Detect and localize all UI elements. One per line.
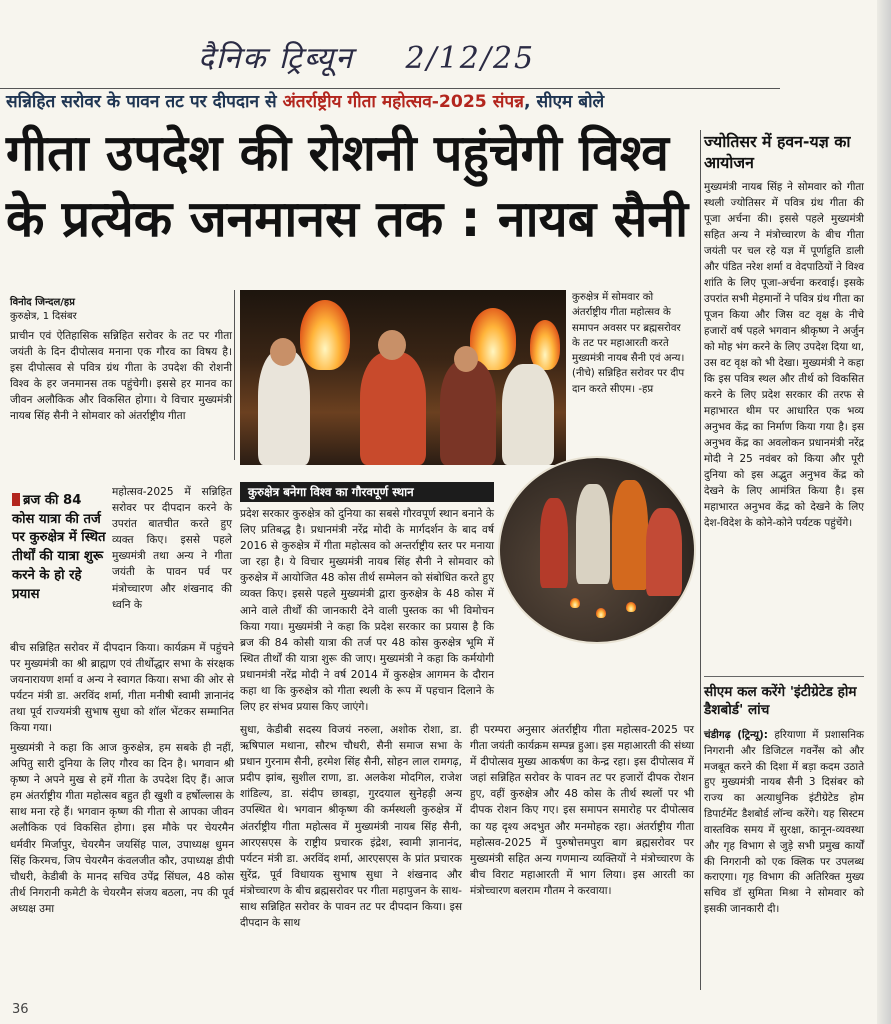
pullquote-marker [12, 493, 20, 506]
aarti-photo [240, 290, 566, 465]
byline [10, 296, 230, 323]
diya-shape [596, 608, 606, 618]
continued-paragraph: बीच सन्निहित सरोवर में दीपदान किया। कार्यक्रम में पहुंचने पर मुख्यमंत्री का श्री ब्राह्मण एवं तीर्थोद्धार सभा के संरक्षक जयनारायण शर्मा व अन्य ने स्वागत किया। सभा की ओर से पर्यटन मंत्री डा. अरविंद शर्मा, गीता मनीषी स्वामी ज्ञानानंद तथा पूर्व राज्यमंत्री सुभाष सुधा को शॉल भेंटकर सम्मानित किया गया। [10, 642, 234, 735]
kicker-line [6, 90, 772, 120]
column-1-bottom: मुख्यमंत्री ने कहा कि आज कुरुक्षेत्र, हम सबके ही नहीं, अपितु सारी दुनिया के लिए गौरव का दिन है। भगवान श्री कृष्ण ने अपने मुख से हमें गीता के उपदेश दिए हैं। आज हम अंतर्राष्ट्रीय गीता महोत्सव बहुत ही खुशी व हर्षोल्लास के साथ मना रहे हैं। भगवान कृष्ण की गीता से आपका जीवन अलौकिक एवं विकसित होगा। इस मौके पर चेयरमैन धर्मवीर मिर्जापुर, चेयरमैन जयसिंह पाल, उपाध्यक्ष धुमन सिंह किरमच, जिप चेयरमैन कंवलजीत कौर, उपाध्यक्ष डीपी चौधरी, केडीबी के मानद सचिव उपेंद्र सिंघल, 48 कोस तीर्थ निगरानी कमेटी के चेयरमैन संजय बठला, नप की पूर्व अध्यक्ष उमा [10, 742, 234, 915]
side-story-2-dateline: चंडीगढ़ (ट्रिन्यू): [704, 729, 768, 741]
headline [6, 124, 706, 256]
person-shape [360, 352, 426, 465]
kicker-prefix: सन्निहित सरोवर के पावन तट पर दीपदान से [6, 92, 283, 112]
byline-place: कुरुक्षेत्र, 1 दिसंबर [10, 310, 77, 322]
paper-edge [877, 0, 891, 1024]
diya-shape [570, 598, 580, 608]
handwritten-date: 2/12/25 [405, 41, 536, 76]
column-rule [234, 290, 235, 460]
column-rule-right [700, 130, 701, 990]
side-story-2-text [704, 728, 864, 918]
person-shape [646, 508, 682, 596]
diya-shape [626, 602, 636, 612]
person-shape [540, 498, 568, 588]
deepdaan-photo [498, 456, 696, 644]
page-mark: 36 [12, 1002, 29, 1017]
person-shape [502, 364, 554, 465]
newspaper-name: दैनिक ट्रिब्यून [198, 41, 354, 76]
subheading: कुरुक्षेत्र बनेगा विश्व का गौरवपूर्ण स्थान [240, 482, 494, 502]
lead-paragraph: प्राचीन एवं ऐतिहासिक सन्निहित सरोवर के तट पर गीता जयंती के दिन दीपोत्सव मनाना एक गौरव का विषय है। इस दीपोत्सव से पवित्र ग्रंथ गीता के उपदेश की रोशनी विश्व के हर जनमानस तक पहुंचेगी। इससे हर मानव का जीवन अलौकिक और विकसित होगा। ये विचार मुख्यमंत्री नायब सिंह सैनी ने सोमवार को अंतर्राष्ट्रीय गीता [10, 330, 232, 423]
head-shape [270, 338, 296, 366]
side-story-1-text: मुख्यमंत्री नायब सिंह ने सोमवार को गीता स्थली ज्योतिसर में पवित्र ग्रंथ गीता की पूजा अर्चना की। इससे पहले मुख्यमंत्री सहित अन्य ने मंत्रोच्चारण के बीच गीता जयंती पर चल रहे यज्ञ में पूर्णाहुति डाली और पंडित नरेश शर्मा व वेदपाठियों ने विश्व शांति के लिए पूजा-अर्चना करवाई। इसके उपरांत सभी मेहमानों ने पवित्र ग्रंथ गीता का पूजन किया और जिस वट वृक्ष के नीचे हजारों वर्ष पहले भगवान श्रीकृष्ण ने अर्जुन को मोह भंग करने के लिए उपदेश दिया था, उस वट वृक्ष को भी देखा। मुख्यमंत्री ने कहा कि इस पवित्र स्थल और तीर्थ को विकसित करने के लिए प्रदेश सरकार की तरफ से महाभारत थीम पर आधारित एक भव्य अनुभव केंद्र का निर्माण किया गया है। इस अनुभव केंद्र का अवलोकन प्रधानमंत्री नरेंद्र मोदी ने 25 नवंबर को किया और पूरी दुनिया को इस अद्भुत अनुभव केंद्र को देखने के लिए आमंत्रित किया है। इस महाभारत अनुभव केंद्र को देखने के लिए देश-विदेश के कोने-कोने पर्यटक पहुंचेंगे। [704, 181, 864, 530]
kicker-highlight: अंतर्राष्ट्रीय गीता महोत्सव-2025 संपन्न [282, 92, 524, 112]
head-shape [378, 330, 406, 360]
top-rule [0, 88, 780, 89]
person-shape [258, 350, 310, 465]
flame-shape [300, 300, 350, 370]
head-shape [454, 346, 478, 372]
pullquote-text: ब्रज की 84 कोस यात्रा की तर्ज पर कुरुक्षेत्र में स्थित तीर्थों की यात्रा शुरू करने के हो रहे प्रयास [12, 493, 106, 602]
pullquote [12, 492, 108, 604]
person-shape [440, 360, 496, 465]
side-story-1-heading: ज्योतिसर में हवन-यज्ञ का आयोजन [704, 132, 851, 172]
handwritten-note [198, 36, 618, 78]
headline-line-2: के प्रत्येक जनमानस तक : नायब सैनी [6, 190, 689, 248]
subhead-paragraph: प्रदेश सरकार कुरुक्षेत्र को दुनिया का सबसे गौरवपूर्ण स्थान बनाने के लिए प्रतिबद्ध है। प्रधानमंत्री नरेंद्र मोदी के मार्गदर्शन के बाद वर्ष 2016 से कुरुक्षेत्र में गीता महोत्सव को अन्तर्राष्ट्रीय स्तर पर मनाया जा रहा है। ये विचार मुख्यमंत्री नायब सिंह सैनी ने सोमवार को कुरुक्षेत्र में आयोजित 48 कोस तीर्थ सम्मेलन को संबोधित करते हुए व्यक्त किए। इससे पहले मुख्यमंत्री द्वारा कुरुक्षेत्र के 48 कोस में आने वाले तीर्थों की जानकारी देने वाली पुस्तक का भी विमोचन किया गया। मुख्यमंत्री ने कहा कि प्रदेश सरकार का प्रयास है कि ब्रज की 84 कोसी यात्रा की तर्ज पर 48 कोस कुरुक्षेत्र भूमि में स्थित तीर्थों की यात्रा शुरू की जाए। मुख्यमंत्री ने कहा कि कर्मयोगी प्रधानमंत्री नरेंद्र मोदी ने वर्ष 2014 में कुरुक्षेत्र आगमन के दौरान कहा था कि कुरुक्षेत्र को गीता स्थली के रूप में पहचान दिलाने के लिए हर संभव प्रयास किए जाएंगे। [240, 508, 494, 714]
side-story-2-heading: सीएम कल करेंगे 'इंटीग्रेटेड होम डैशबोर्ड' लांच [704, 676, 864, 720]
person-shape [612, 480, 648, 590]
side-story-1 [704, 132, 864, 649]
headline-line-1: गीता उपदेश की रोशनी पहुंचेगी विश्व [6, 124, 669, 182]
person-shape [576, 484, 610, 584]
photo-caption: कुरुक्षेत्र में सोमवार को अंतर्राष्ट्रीय गीता महोत्सव के समापन अवसर पर ब्रह्मसरोवर के तट पर महाआरती करते मुख्यमंत्री नायब सैनी एवं अन्य। (नीचे) सन्निहित सरोवर पर दीप दान करते सीएम। -हप्र [572, 292, 685, 395]
column-3-bottom: ही परम्परा अनुसार अंतर्राष्ट्रीय गीता महोत्सव-2025 पर गीता जयंती कार्यक्रम सम्पन्न हुआ। इस महाआरती की संध्या में दीपोत्सव मुख्य आकर्षण का केन्द्र रहा। इस दीपोत्सव में जहां सन्निहित सरोवर के पावन तट पर हजारों दीपक रोशन हुए, वहीं कुरुक्षेत्र और 48 कोस के तीर्थ स्थलों पर भी दीपक रोशन किए गए। इस समापन समारोह पर दीपोत्सव का यह दृश्य अदभुत और मनमोहक रहा। अंतर्राष्ट्रीय गीता महोत्सव-2025 में पुरुषोत्तमपुरा बाग ब्रह्मसरोवर पर मुख्यमंत्री सहित अन्य गणमान्य व्यक्तियों ने मंत्रोच्चारण के बीच विराट महाआरती में भाग लिया। इस आरती का मंत्रोच्चारण बलराम गौतम ने करवाया। [470, 724, 694, 897]
column-2-bottom: सुधा, केडीबी सदस्य विजयं नरुला, अशोक रोशा, डा. ऋषिपाल मथाना, सौरभ चौधरी, सैनी समाज सभा के प्रधान गुरनाम सैनी, हरमेश सिंह सैनी, सोहन लाल रामगढ़, प्रदीप झांब, सुशील राणा, डा. अलकेश मोदगिल, राजेश शांडिल्य, डा. संदीप छाबड़ा, गुरदयाल सुनेहड़ी अन्य उपस्थित थे। भगवान श्रीकृष्ण की कर्मस्थली कुरुक्षेत्र में अंतर्राष्ट्रीय गीता महोत्सव में मुख्यमंत्री नायब सिंह सैनी, आरएसएस के राष्ट्रीय प्रचारक इंद्रेश, स्वामी ज्ञानानंद, पर्यटन मंत्री डा. अरविंद शर्मा, आरएसएस के प्रांत प्रचारक सुरेंद्र, पूर्व विधायक सुभाष सुधा ने शंखनाद और मंत्रोच्चारण के बीच ब्रह्मसरोवर पर गीता महापुजन के साथ-साथ सन्निहित सरोवर के पावन तट पर दीपदान किया। इस दीपदान के साथ [240, 724, 462, 930]
byline-name: विनोद जिन्दल/हप्र [10, 297, 75, 308]
narrow-paragraph: महोत्सव-2025 में सन्निहित सरोवर पर दीपदान करने के उपरांत बातचीत करते हुए व्यक्त किए। इससे पहले मुख्यमंत्री तथा अन्य ने गीता जयंती के पावन पर्व पर मंत्रोच्चारण और शंखनाद की ध्वनि के [112, 486, 232, 611]
kicker-suffix: , सीएम बोले [523, 92, 605, 112]
flame-shape [530, 320, 560, 370]
side-story-2-body: हरियाणा में प्रशासनिक निगरानी और डिजिटल गवर्नेंस को और मजबूत करने की दिशा में बड़ा कदम उठाते हुए मुख्यमंत्री नायब सैनी 3 दिसंबर को राज्य का अत्याधुनिक इंटीग्रेटेड होम डिपार्टमेंट डैशबोर्ड लॉन्च करेंगे। यह सिस्टम वास्तविक समय में सुरक्षा, कानून-व्यवस्था और गृह विभाग से जुड़े सभी प्रमुख कार्यों की निगरानी को एक क्लिक पर उपलब्ध कराएगा। गृह विभाग की अतिरिक्त मुख्य सचिव डॉ सुमिता मिश्रा ने सोमवार को इसकी जानकारी दी। [704, 729, 864, 915]
